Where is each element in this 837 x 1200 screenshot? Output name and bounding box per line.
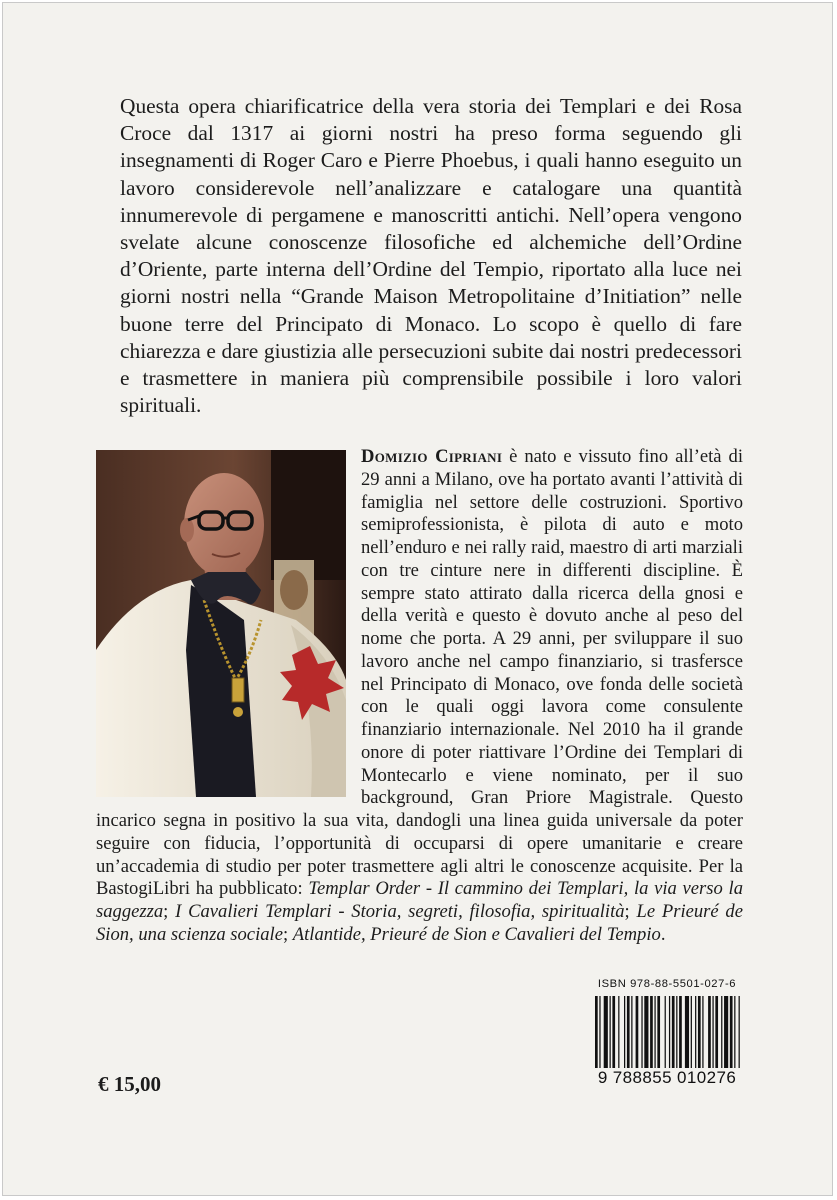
barcode-bar	[627, 996, 630, 1068]
barcode-bar	[739, 996, 740, 1068]
barcode-bar	[599, 996, 600, 1068]
author-name: Domizio Cipriani	[361, 446, 503, 467]
barcode-bar	[708, 996, 711, 1068]
barcode-bar	[734, 996, 735, 1068]
barcode-bar	[691, 996, 692, 1068]
barcode-bar	[665, 996, 666, 1068]
book-title-2: I Cavalieri Templari - Storia, segreti, filosofia, spiritualità	[175, 901, 625, 922]
barcode-bar	[641, 996, 642, 1068]
barcode-bar	[724, 996, 728, 1068]
barcode-bar	[715, 996, 718, 1068]
book-separator: ;	[282, 923, 293, 945]
author-bio	[96, 446, 743, 947]
barcode-bar	[604, 996, 608, 1068]
synopsis-paragraph: Questa opera chiarificatrice della vera storia dei Templari e dei Rosa Croce dal 1317 ai giorni nostri ha preso forma seguendo gli insegnamenti di Roger Caro e Pierre Phoebus, i quali hanno eseguito un lavoro considerevole nell’analizzare e catalogare una quantità innumerevole di pergamene e manoscritti antichi. Nell’opera vengono svelate alcune conoscenze filosofiche ed alchemiche dell’Ordine d’Oriente, parte interna dell’Ordine del Tempio, riportato alla luce nei giorni nostri nella “Grande Maison Metropolitaine d’Initiation” nelle buone terre del Principato di Monaco. Lo scopo è quello di fare chiarezza e dare giustizia alle persecuzioni subite dai nostri predecessori e trasmettere in maniera più comprensibile possibile i loro valori spirituali.	[120, 94, 742, 418]
barcode-bar	[612, 996, 615, 1068]
bio-end-period: .	[660, 923, 666, 945]
barcode-bar	[721, 996, 722, 1068]
price: € 15,00	[98, 1072, 161, 1096]
barcode-bar	[650, 996, 653, 1068]
barcode-bar	[618, 996, 619, 1068]
book-separator: ;	[163, 901, 176, 922]
barcode-bar	[695, 996, 696, 1068]
barcode-bar	[712, 996, 713, 1068]
barcode-icon	[591, 996, 743, 1070]
barcode-bar	[698, 996, 701, 1068]
book-back-cover	[2, 2, 833, 1196]
author-bio-text: è nato e vissuto fino all’età di 29 anni a Milano, ove ha portato avanti l’attività di famiglia nel settore delle costruzioni. Sportivo semiprofessionista, è pilota di auto e moto nell’enduro e nei rally raid, maestro di arti marziali con tre cinture nere in differenti discipline. È sempre stato attirato dalla ricerca della gnosi e della verità e questo è dovuto anche al peso del nome che porta. A 29 anni, per sviluppare il suo lavoro anche nel campo finanziario, si trasfersce nel Principato di Monaco, ove fonda delle società con le quali oggi lavora come consulente finanziario internazionale. Nel 2010 ha il grande onore di poter riattivare l’Ordine dei Templari di Montecarlo e viene nominato, per il suo background, Gran Priore Magistrale. Questo incarico segna in positivo la sua vita, dandogli una linea guida universale da poter seguire con fiducia, l’opportunità di occuparsi di opere umanitarie e creare un’accademia di studio per poter trasmettere agli altri le conoscenze acquisite. Per la BastogiLibri ha pubblicato:	[96, 446, 743, 900]
barcode-digits: 9 788855 010276	[597, 1068, 737, 1087]
barcode-bar	[610, 996, 611, 1068]
barcode-bar	[595, 996, 598, 1068]
book-title-3: Le Prieuré de Sion, una scienza sociale	[96, 901, 743, 945]
isbn-label: ISBN 978-88-5501-027-6	[597, 978, 737, 990]
book-title-1: Templar Order - Il cammino dei Templari, la via verso la saggezza	[96, 878, 743, 922]
barcode-bar	[631, 996, 632, 1068]
barcode-bar	[676, 996, 677, 1068]
barcode-bar	[654, 996, 655, 1068]
barcode-bar	[624, 996, 625, 1068]
portrait-float-spacer	[96, 446, 361, 794]
book-separator: ;	[624, 901, 637, 922]
barcode-bar	[636, 996, 639, 1068]
barcode-bar	[657, 996, 660, 1068]
barcode-bar	[672, 996, 675, 1068]
barcode-bar	[702, 996, 703, 1068]
barcode-bar	[644, 996, 648, 1068]
barcode-bar	[679, 996, 682, 1068]
barcode-bar	[730, 996, 733, 1068]
barcode-bar	[669, 996, 670, 1068]
isbn-barcode	[591, 978, 743, 1090]
book-title-4: Atlantide, Prieuré de Sion e Cavalieri del Tempio	[292, 923, 661, 945]
barcode-bar	[685, 996, 689, 1068]
